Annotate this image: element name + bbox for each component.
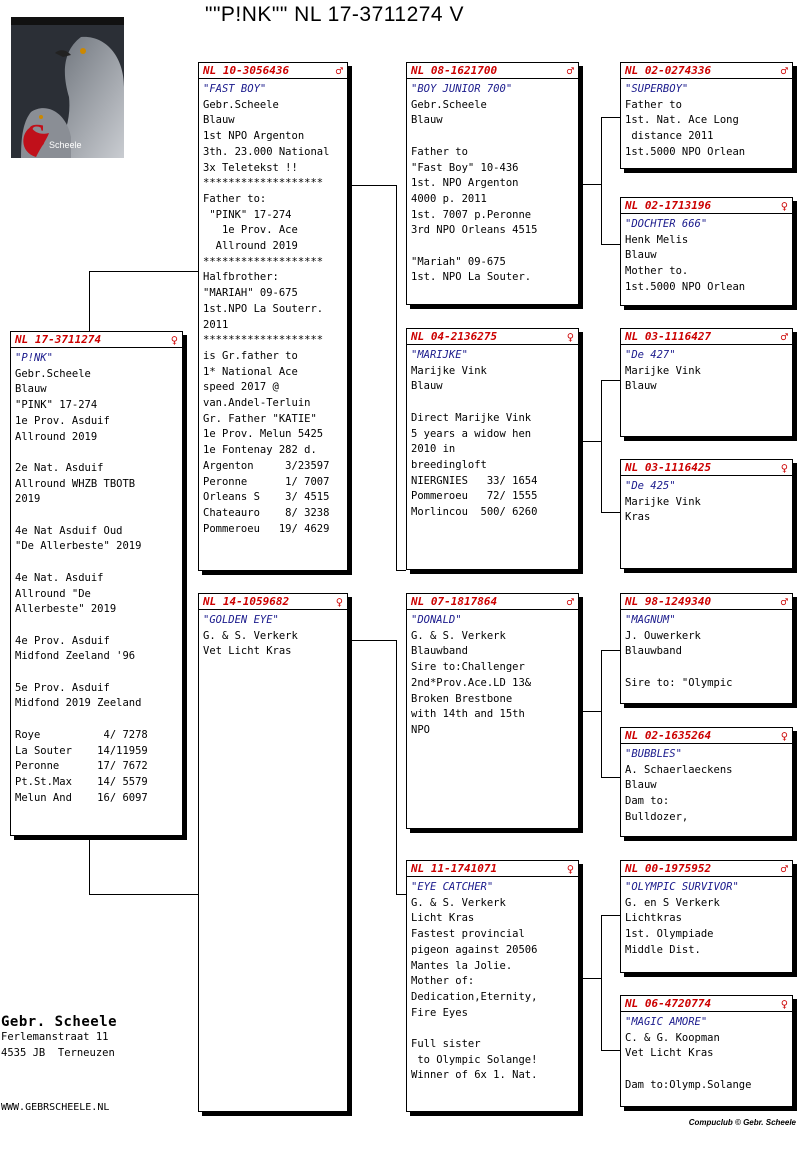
- pigeon-details: Henk Melis Blauw Mother to. 1st.5000 NPO Orlean: [625, 233, 746, 293]
- card-header: [621, 329, 792, 345]
- male-icon: ♂: [780, 594, 788, 609]
- card-header: [407, 329, 578, 345]
- ring-number: NL 11-1741071: [411, 862, 498, 875]
- female-icon: ♀: [780, 460, 788, 475]
- pigeon-card-dds[interactable]: [620, 860, 793, 973]
- pigeon-card-sds[interactable]: [620, 328, 793, 437]
- pigeon-details: Marijke Vink Kras: [625, 495, 701, 524]
- pigeon-name: "P!NK": [15, 352, 53, 364]
- pigeon-details: G. & S. Verkerk Licht Kras Fastest provincial pigeon against 20506 Mantes la Jolie. Mother of: Dedication,Eternity, Fire Eyes Full sister to Olympic Solange! Winner of 6x 1. Nat.: [411, 896, 538, 1082]
- breeder-name: Gebr. Scheele: [1, 1014, 118, 1030]
- pigeon-name: "BOY JUNIOR 700": [411, 83, 513, 95]
- ring-number: NL 00-1975952: [625, 862, 712, 875]
- ring-number: NL 02-1635264: [625, 729, 712, 742]
- pigeon-details: Marijke Vink Blauw: [625, 364, 701, 393]
- female-icon: ♀: [780, 198, 788, 213]
- connector: [583, 978, 601, 979]
- pigeon-card-ddd[interactable]: [620, 995, 793, 1107]
- card-header: [621, 460, 792, 476]
- svg-text:S: S: [27, 118, 46, 155]
- card-header: [407, 594, 578, 610]
- connector: [601, 915, 620, 916]
- pigeon-details: G. & S. Verkerk Blauwband Sire to:Challenger 2nd*Prov.Ace.LD 13& Broken Brestbone with 14th and 15th NPO: [411, 629, 532, 736]
- connector: [396, 570, 406, 571]
- pigeon-details: Father to 1st. Nat. Ace Long distance 2011 1st.5000 NPO Orlean: [625, 98, 746, 158]
- card-header: [407, 861, 578, 877]
- connector: [601, 380, 620, 381]
- male-icon: ♂: [566, 63, 574, 78]
- connector: [601, 1050, 620, 1051]
- pigeon-name: "De 427": [625, 349, 676, 361]
- pigeon-name: "FAST BOY": [203, 83, 267, 95]
- male-icon: ♂: [335, 63, 343, 78]
- pigeon-details: C. & G. Koopman Vet Licht Kras Dam to:Olymp.Solange: [625, 1031, 752, 1091]
- male-icon: ♂: [780, 329, 788, 344]
- male-icon: ♂: [566, 594, 574, 609]
- pigeon-card-sss[interactable]: [620, 62, 793, 169]
- card-header: [621, 728, 792, 744]
- pigeon-card-sire[interactable]: [198, 62, 348, 571]
- ring-number: NL 17-3711274: [15, 333, 102, 346]
- ring-number: NL 02-0274336: [625, 64, 712, 77]
- ring-number: NL 10-3056436: [203, 64, 290, 77]
- card-header: [199, 63, 347, 79]
- card-header: [621, 63, 792, 79]
- pigeon-name: "BUBBLES": [625, 748, 682, 760]
- card-header: [621, 861, 792, 877]
- female-icon: ♀: [780, 996, 788, 1011]
- pigeon-name: "SUPERBOY": [625, 83, 689, 95]
- connector: [89, 838, 90, 894]
- connector: [601, 650, 620, 651]
- pigeon-details: G. & S. Verkerk Vet Licht Kras: [203, 629, 298, 658]
- pigeon-details: G. en S Verkerk Lichtkras 1st. Olympiade Middle Dist.: [625, 896, 720, 956]
- ring-number: NL 06-4720774: [625, 997, 712, 1010]
- breeder-address: Ferlemanstraat 11 4535 JB Terneuzen: [1, 1031, 115, 1059]
- connector: [396, 185, 397, 570]
- pigeon-card-dam[interactable]: [198, 593, 348, 1112]
- connector: [601, 650, 602, 777]
- connector: [601, 117, 602, 244]
- pigeon-name: "De 425": [625, 480, 676, 492]
- pigeon-name: "GOLDEN EYE": [203, 614, 279, 626]
- card-header: [11, 332, 182, 348]
- connector: [89, 271, 90, 331]
- ring-number: NL 14-1059682: [203, 595, 290, 608]
- pigeon-name: "MAGIC AMORE": [625, 1016, 708, 1028]
- ring-number: NL 07-1817864: [411, 595, 498, 608]
- pigeon-details: A. Schaerlaeckens Blauw Dam to: Bulldozer,: [625, 763, 733, 823]
- pigeon-name: "DONALD": [411, 614, 462, 626]
- pigeon-card-dsd[interactable]: [620, 727, 793, 837]
- connector: [346, 185, 396, 186]
- female-icon: ♀: [335, 594, 343, 609]
- pigeon-details: Gebr.Scheele Blauw Father to "Fast Boy" 10-436 1st. NPO Argenton 4000 p. 2011 1st. 7007 p.Peronne 3rd NPO Orleans 4515 "Mariah" 09-675 1st. NPO La Souter.: [411, 98, 538, 284]
- connector: [346, 640, 396, 641]
- pigeon-card-dss[interactable]: [620, 593, 793, 704]
- pigeon-card-subject[interactable]: [10, 331, 183, 836]
- female-icon: ♀: [780, 728, 788, 743]
- connector: [583, 184, 601, 185]
- connector: [601, 512, 620, 513]
- pigeon-card-dam-dam[interactable]: [406, 860, 579, 1112]
- connector: [583, 711, 601, 712]
- pigeon-card-ssd[interactable]: [620, 197, 793, 306]
- connector: [601, 117, 620, 118]
- ring-number: NL 03-1116427: [625, 330, 712, 343]
- pigeon-name: "EYE CATCHER": [411, 881, 494, 893]
- female-icon: ♀: [170, 332, 178, 347]
- card-header: [199, 594, 347, 610]
- breeder-info: [1, 1014, 117, 1061]
- pigeon-details: Marijke Vink Blauw Direct Marijke Vink 5 years a widow hen 2010 in breedingloft NIERGNIES 33/ 1654 Pommeroeu 72/ 1555 Morlincou 500/ 6260: [411, 364, 538, 519]
- logo: [11, 17, 124, 158]
- pigeon-logo-icon: [11, 17, 124, 158]
- connector: [89, 894, 198, 895]
- connector: [601, 244, 620, 245]
- card-header: [407, 63, 578, 79]
- connector: [396, 640, 397, 894]
- pedigree-title: ""P!NK"" NL 17-3711274 V: [205, 3, 464, 26]
- pigeon-card-dam-sire[interactable]: [406, 593, 579, 829]
- male-icon: ♂: [780, 63, 788, 78]
- website-link[interactable]: WWW.GEBRSCHEELE.NL: [1, 1102, 110, 1113]
- pigeon-card-sire-sire[interactable]: [406, 62, 579, 305]
- pigeon-card-sire-dam[interactable]: [406, 328, 579, 570]
- male-icon: ♂: [780, 861, 788, 876]
- pigeon-details: Gebr.Scheele Blauw 1st NPO Argenton 3th. 23.000 National 3x Teletekst !! ******************* Father to: "PINK" 17-274 1e Prov. Ace Allround 2019 ******************* Halfbrother: "MARIAH" 09-675 1st.NPO La Souterr. 2011 ******************* is Gr.father to 1* National Ace speed 2017 @ van.Andel-Terluin Gr. Father "KATIE" 1e Prov. Melun 5425 1e Fontenay 282 d. Argenton 3/23597 Peronne 1/ 7007 Orleans S 3/ 4515 Chateauro 8/ 3238 Pommeroeu 19/ 4629: [203, 98, 330, 535]
- pigeon-name: "OLYMPIC SURVIVOR": [625, 881, 739, 893]
- connector: [583, 441, 601, 442]
- pigeon-details: J. Ouwerkerk Blauwband Sire to: "Olympic: [625, 629, 733, 689]
- copyright: Compuclub © Gebr. Scheele: [688, 1118, 796, 1127]
- connector: [396, 894, 406, 895]
- logo-text: Scheele: [49, 140, 82, 150]
- ring-number: NL 02-1713196: [625, 199, 712, 212]
- connector: [601, 915, 602, 1050]
- pigeon-name: "MAGNUM": [625, 614, 676, 626]
- card-header: [621, 198, 792, 214]
- pigeon-details: Gebr.Scheele Blauw "PINK" 17-274 1e Prov. Asduif Allround 2019 2e Nat. Asduif Allround WHZB TBOTB 2019 4e Nat Asduif Oud "De Allerbeste" 2019 4e Nat. Asduif Allround "De Allerbeste" 2019 4e Prov. Asduif Midfond Zeeland '96 5e Prov. Asduif Midfond 2019 Zeeland Roye 4/ 7278 La Souter 14/11959 Peronne 17/ 7672 Pt.St.Max 14/ 5579 Melun And 16/ 6097: [15, 367, 148, 804]
- ring-number: NL 98-1249340: [625, 595, 712, 608]
- pigeon-name: "DOCHTER 666": [625, 218, 708, 230]
- ring-number: NL 04-2136275: [411, 330, 498, 343]
- female-icon: ♀: [566, 329, 574, 344]
- card-header: [621, 996, 792, 1012]
- female-icon: ♀: [566, 861, 574, 876]
- card-header: [621, 594, 792, 610]
- connector: [601, 777, 620, 778]
- pigeon-name: "MARIJKE": [411, 349, 468, 361]
- ring-number: NL 08-1621700: [411, 64, 498, 77]
- connector: [89, 271, 198, 272]
- pigeon-card-sdd[interactable]: [620, 459, 793, 569]
- ring-number: NL 03-1116425: [625, 461, 712, 474]
- connector: [601, 380, 602, 512]
